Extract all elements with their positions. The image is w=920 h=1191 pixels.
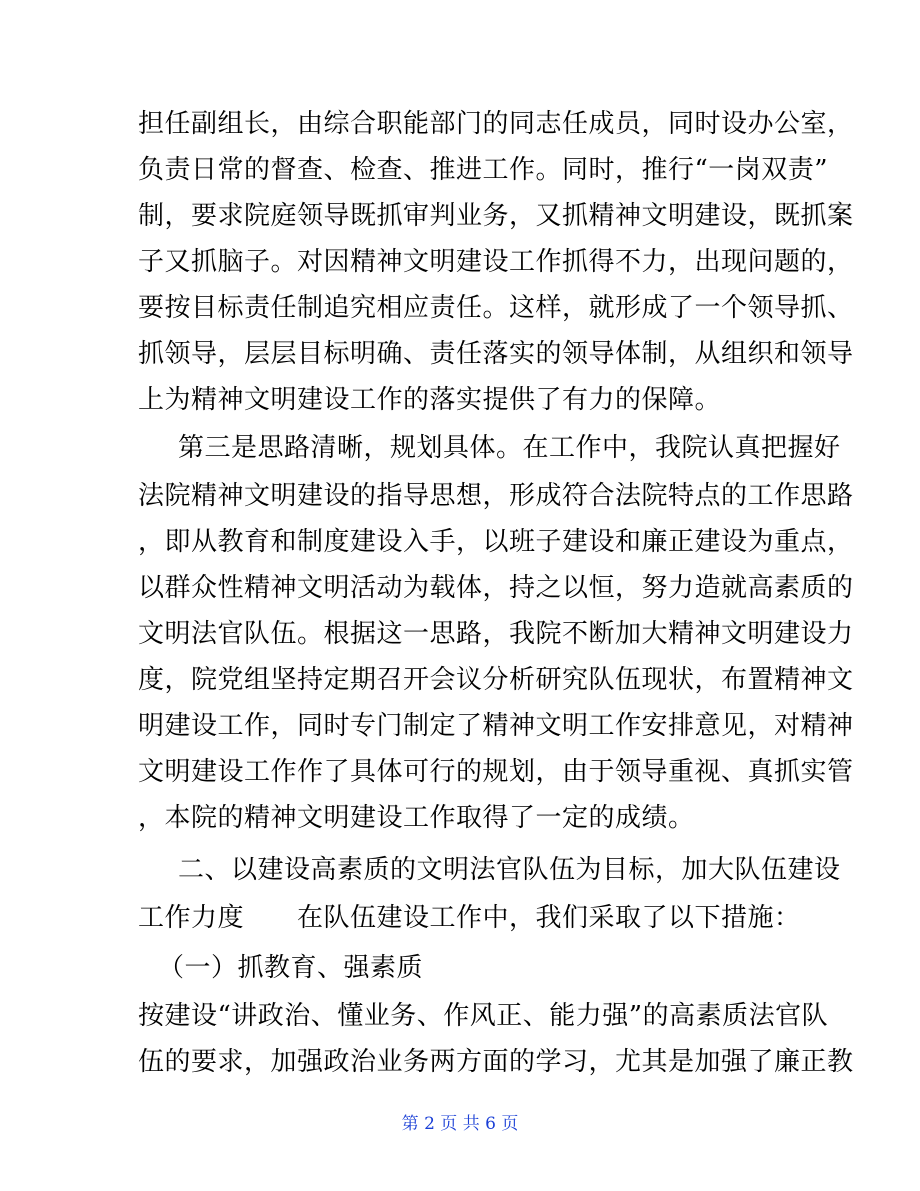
text-line-5: 要按目标责任制追究相应责任。这样，就形成了一个领导抓、 xyxy=(138,293,854,323)
text-line-9: 法院精神文明建设的指导思想，形成符合法院特点的工作思路 xyxy=(138,481,854,511)
text-line-10: ，即从教育和制度建设入手，以班子建设和廉正建设为重点， xyxy=(138,527,854,557)
text-line-13: 度，院党组坚持定期召开会议分析研究队伍现状，布置精神文 xyxy=(138,665,854,695)
text-line-1: 担任副组长，由综合职能部门的同志任成员，同时设办公室， xyxy=(138,109,854,139)
text-line-17: 二、以建设高素质的文明法官队伍为目标，加大队伍建设 xyxy=(178,855,841,885)
text-line-18: 工作力度 在队伍建设工作中，我们采取了以下措施： xyxy=(138,903,801,933)
text-line-4: 子又抓脑子。对因精神文明建设工作抓得不力，出现问题的， xyxy=(138,247,854,277)
text-line-12: 文明法官队伍。根据这一思路，我院不断加大精神文明建设力 xyxy=(138,619,854,649)
text-line-6: 抓领导，层层目标明确、责任落实的领导体制，从组织和领导 xyxy=(138,339,854,369)
subheading-education: （一）抓教育、强素质 xyxy=(158,953,424,983)
text-line-20: 按建设“讲政治、懂业务、作风正、能力强”的高素质法官队 xyxy=(138,1001,829,1031)
text-line-15: 文明建设工作作了具体可行的规划，由于领导重视、真抓实管 xyxy=(138,757,854,787)
text-line-16: ，本院的精神文明建设工作取得了一定的成绩。 xyxy=(138,803,695,833)
page-number-footer: 第 2 页 共 6 页 xyxy=(401,1114,519,1134)
text-line-14: 明建设工作，同时专门制定了精神文明工作安排意见，对精神 xyxy=(138,711,854,741)
text-line-2: 负责日常的督查、检查、推进工作。同时，推行“一岗双责” xyxy=(138,155,829,185)
text-line-8: 第三是思路清晰，规划具体。在工作中，我院认真把握好 xyxy=(178,433,841,463)
text-line-21: 伍的要求，加强政治业务两方面的学习，尤其是加强了廉正教 xyxy=(138,1047,854,1077)
text-line-7: 上为精神文明建设工作的落实提供了有力的保障。 xyxy=(138,385,722,415)
text-line-11: 以群众性精神文明活动为载体，持之以恒，努力造就高素质的 xyxy=(138,573,854,603)
text-line-3: 制，要求院庭领导既抓审判业务，又抓精神文明建设，既抓案 xyxy=(138,201,854,231)
